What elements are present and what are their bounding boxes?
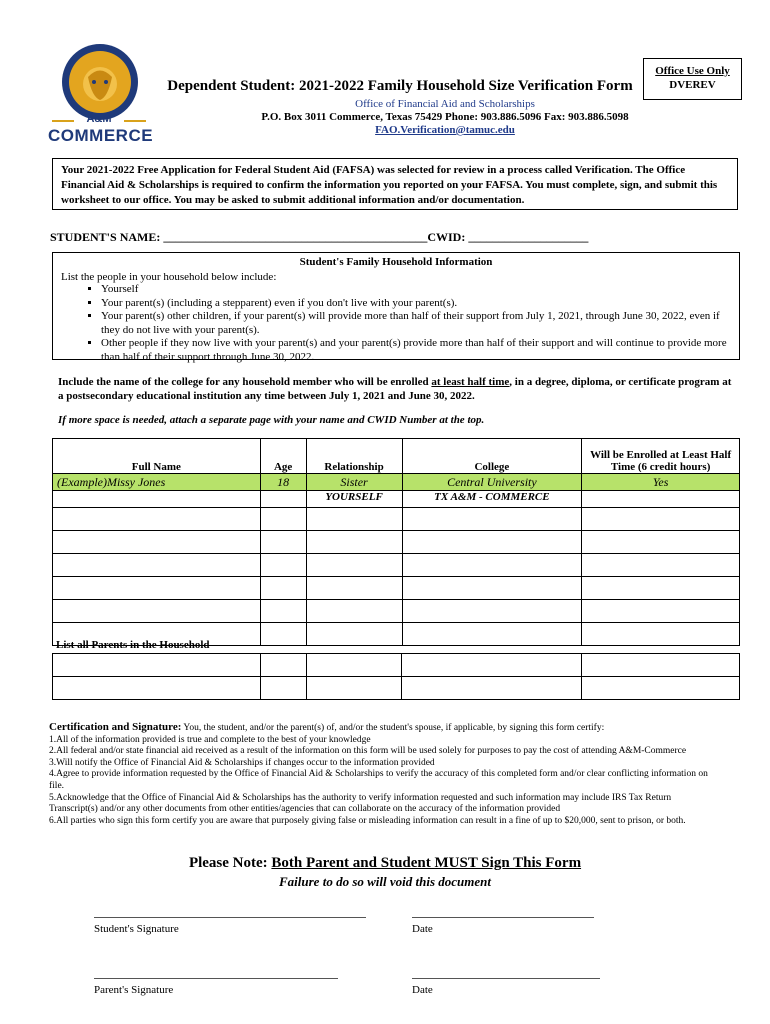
example-college: Central University [402, 474, 582, 491]
household-lead: List the people in your household below include: [61, 271, 277, 283]
table-cell[interactable] [582, 600, 740, 623]
certification-section [49, 722, 719, 827]
table-cell[interactable] [306, 600, 402, 623]
table-cell[interactable] [582, 623, 740, 646]
office-name: Office of Financial Aid and Scholarships [355, 98, 535, 110]
student-signature-line[interactable] [94, 917, 366, 918]
certification-intro: You, the student, and/or the parent(s) of, and/or the student's spouse, if applicable, by signing this form certify: [181, 723, 605, 733]
table-cell[interactable] [582, 677, 740, 700]
table-cell[interactable] [402, 577, 582, 600]
table-cell[interactable] [582, 654, 740, 677]
logo-rule-right [124, 120, 146, 122]
parents-label: List all Parents in the Household [56, 639, 210, 651]
student-date-label: Date [412, 923, 433, 935]
table-cell[interactable] [53, 677, 261, 700]
table-row [53, 654, 740, 677]
table-cell[interactable] [582, 531, 740, 554]
example-half-time: Yes [582, 474, 740, 491]
table-cell[interactable] [260, 508, 306, 531]
intro-box: Your 2021-2022 Free Application for Federal Student Aid (FAFSA) was selected for review in a process called Verification. The Office Financial Aid & Scholarships is required to confirm the information you reported on your FAFSA. You must complete, sign, and submit this worksheet to our office. You may be asked to submit additional information and/or documentation. [52, 158, 738, 210]
table-cell[interactable] [53, 508, 261, 531]
table-cell[interactable] [306, 531, 402, 554]
col-header-college: College [402, 439, 582, 474]
office-use-code: DVEREV [669, 79, 716, 91]
table-cell[interactable] [402, 600, 582, 623]
failure-warning: Failure to do so will void this document [279, 874, 491, 889]
example-relationship: Sister [306, 474, 402, 491]
certification-item: 2.All federal and/or state financial aid received as a result of the information on this form will be used solely for purposes to pay the cost of attending A&M-Commerce [49, 746, 687, 757]
col-header-relationship: Relationship [306, 439, 402, 474]
table-cell[interactable] [53, 577, 261, 600]
logo-name: COMMERCE [48, 126, 154, 145]
office-address: P.O. Box 3011 Commerce, Texas 75429 Phone: 903.886.5096 Fax: 903.886.5098 [261, 111, 629, 123]
col-header-full-name: Full Name [53, 439, 261, 474]
table-cell[interactable] [402, 554, 582, 577]
student-signature-label: Student's Signature [94, 923, 179, 935]
table-cell[interactable] [582, 554, 740, 577]
table-cell[interactable] [306, 654, 402, 677]
certification-title: Certification and Signature: [49, 721, 182, 733]
logo-letters: A&M [86, 113, 112, 125]
table-row [53, 600, 740, 623]
table-cell[interactable] [260, 600, 306, 623]
list-item: ▪ Your parent(s) (including a stepparent) even if you don't live with your parent(s). [101, 297, 739, 311]
table-cell[interactable] [260, 623, 306, 646]
col-header-age: Age [260, 439, 306, 474]
table-cell[interactable] [53, 531, 261, 554]
list-item: ▪ Yourself [101, 283, 739, 297]
table-cell[interactable] [260, 577, 306, 600]
certification-item: 1.All of the information provided is true and complete to the best of your knowledge [49, 734, 371, 745]
list-item: ▪ Other people if they now live with your parent(s) and your parent(s) provide more than half of their support and will continue to provide more than half of their support through June 30, 2022. [101, 337, 739, 364]
parent-date-label: Date [412, 984, 433, 996]
student-name-cwid-field[interactable]: STUDENT'S NAME: ____________________________________________CWID: ____________________ [50, 230, 589, 244]
table-cell[interactable] [582, 508, 740, 531]
form-title: Dependent Student: 2021-2022 Family Household Size Verification Form [167, 78, 633, 94]
table-cell[interactable] [306, 508, 402, 531]
table-cell[interactable] [306, 554, 402, 577]
yourself-relationship: YOURSELF [306, 491, 402, 508]
certification-item: 4.Agree to provide information requested by the Office of Financial Aid & Scholarships to verify the accuracy of this completed form and/or clear conflicting information on file. [49, 769, 708, 791]
parent-date-line[interactable] [412, 978, 600, 979]
certification-item: 6.All parties who sign this form certify you are aware that purposely giving false or misleading information can result in a fine of up to $20,000, sent to prison, or both. [49, 815, 686, 826]
certification-item: 5.Acknowledge that the Office of Financial Aid & Scholarships has the authority to verify information requested and such information may include IRS Tax Return Transcript(s) and/or any other documents from other entities/agencies that can collaborate on the accuracy of the information provided [49, 792, 672, 815]
table-row [53, 531, 740, 554]
table-cell[interactable] [402, 508, 582, 531]
table-row [53, 508, 740, 531]
household-heading: Student's Family Household Information [299, 256, 493, 268]
table-cell[interactable] [402, 654, 582, 677]
example-name: (Example)Missy Jones [53, 474, 261, 491]
household-table [52, 438, 740, 646]
table-header-row [53, 439, 740, 474]
table-cell[interactable] [53, 600, 261, 623]
please-note-emphasis: Both Parent and Student MUST Sign This Form [271, 855, 582, 871]
table-cell[interactable] [306, 623, 402, 646]
example-age: 18 [260, 474, 306, 491]
table-cell[interactable] [402, 531, 582, 554]
parent-signature-label: Parent's Signature [94, 984, 174, 996]
enrollment-note-start: Include the name of the college for any household member who will be enrolled [58, 376, 432, 388]
table-cell[interactable] [402, 623, 582, 646]
logo-rule-left [52, 120, 74, 122]
enrollment-note-emphasis: at least half time [431, 376, 510, 388]
table-row [53, 577, 740, 600]
table-cell[interactable] [402, 677, 582, 700]
table-cell[interactable] [260, 677, 306, 700]
table-cell[interactable] [53, 554, 261, 577]
parents-table [52, 653, 740, 700]
table-cell[interactable] [260, 654, 306, 677]
space-note: If more space is needed, attach a separate page with your name and CWID Number at the top. [58, 414, 485, 426]
yourself-half-time-cell[interactable] [582, 491, 740, 508]
yourself-name-cell[interactable] [53, 491, 261, 508]
list-item: ▪ Your parent(s) other children, if your parent(s) will provide more than half of their support from July 1, 2021, through June 30, 2022, even if they do not live with your parent(s). [101, 310, 739, 337]
yourself-age-cell[interactable] [260, 491, 306, 508]
table-cell[interactable] [306, 677, 402, 700]
table-cell[interactable] [582, 577, 740, 600]
certification-item: 3.Will notify the Office of Financial Aid & Scholarships if changes occur to the information provided [49, 757, 435, 768]
yourself-college: TX A&M - COMMERCE [402, 491, 582, 508]
enrollment-note [58, 375, 738, 403]
table-cell[interactable] [260, 531, 306, 554]
please-note [0, 855, 770, 872]
student-date-line[interactable] [412, 917, 594, 918]
col-header-half-time: Will be Enrolled at Least Half Time (6 credit hours) [582, 439, 740, 474]
table-row [53, 677, 740, 700]
household-info-box [52, 252, 740, 363]
office-email-link[interactable]: FAO.Verification@tamuc.edu [375, 124, 515, 136]
please-note-label: Please Note: [188, 855, 272, 871]
table-row [53, 554, 740, 577]
enrollment-note-end: , in a degree, diploma, or certificate program at a postsecondary educational institution any time between July 1, 2021 and June 30, 2022. [58, 376, 732, 402]
parent-signature-line[interactable] [94, 978, 338, 979]
table-cell[interactable] [306, 577, 402, 600]
yourself-row [53, 491, 740, 508]
office-use-box [643, 58, 742, 100]
table-cell[interactable] [53, 654, 261, 677]
example-row [53, 474, 740, 491]
household-list [53, 283, 739, 364]
table-cell[interactable] [260, 554, 306, 577]
office-use-label: Office Use Only [655, 65, 730, 77]
